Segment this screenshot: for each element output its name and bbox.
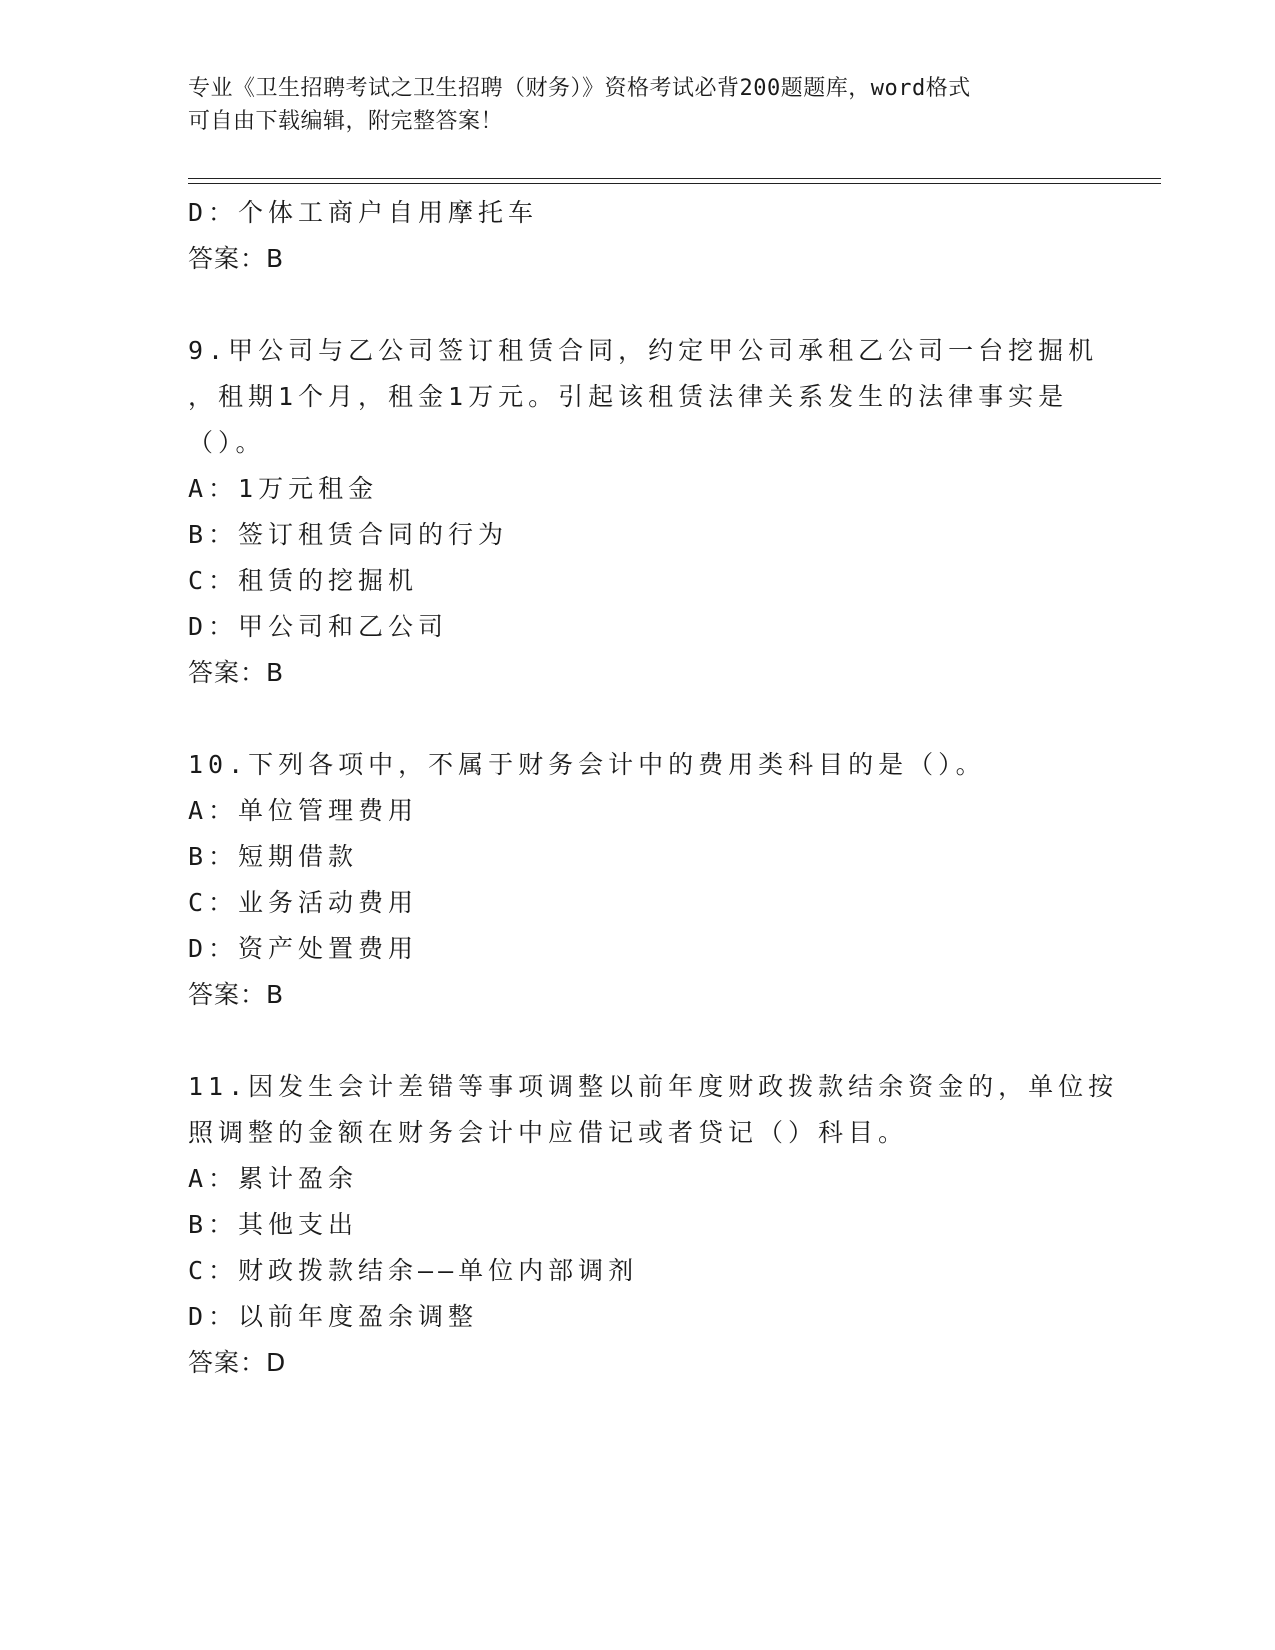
question-10-option-c: C：业务活动费用 bbox=[188, 888, 419, 917]
question-11-line-2: 照调整的金额在财务会计中应借记或者贷记（）科目。 bbox=[188, 1118, 909, 1147]
document-header bbox=[188, 72, 1088, 138]
document-body bbox=[188, 190, 1119, 1386]
question-9 bbox=[188, 328, 1099, 696]
question-9-option-b: B：签订租赁合同的行为 bbox=[188, 520, 509, 549]
question-8-option-d: D：个体工商户自用摩托车 bbox=[188, 198, 539, 227]
question-9-option-d: D：甲公司和乙公司 bbox=[188, 612, 449, 641]
question-10-option-b: B：短期借款 bbox=[188, 842, 359, 871]
question-9-line-3: （）。 bbox=[188, 428, 266, 457]
question-11-option-a: A：累计盈余 bbox=[188, 1164, 359, 1193]
question-11-option-d: D：以前年度盈余调整 bbox=[188, 1302, 479, 1331]
question-9-option-a: A：1万元租金 bbox=[188, 474, 379, 503]
spacer bbox=[188, 1018, 1088, 1064]
question-11-option-c: C：财政拨款结余——单位内部调剂 bbox=[188, 1256, 639, 1285]
question-10-line-1: 10.下列各项中，不属于财务会计中的费用类科目的是（）。 bbox=[188, 750, 986, 779]
question-9-text bbox=[188, 328, 1099, 466]
question-10-option-a: A：单位管理费用 bbox=[188, 796, 419, 825]
header-divider-bottom bbox=[188, 183, 1161, 184]
question-11-line-1: 11.因发生会计差错等事项调整以前年度财政拨款结余资金的，单位按 bbox=[188, 1072, 1119, 1101]
question-11 bbox=[188, 1064, 1119, 1386]
spacer bbox=[188, 282, 1088, 328]
question-9-option-c: C：租赁的挖掘机 bbox=[188, 566, 419, 595]
header-line-2: 可自由下载编辑，附完整答案！ bbox=[188, 109, 504, 134]
question-11-option-b: B：其他支出 bbox=[188, 1210, 359, 1239]
question-10 bbox=[188, 742, 1088, 1018]
question-11-answer: 答案：D bbox=[188, 1348, 287, 1377]
question-9-line-1: 9.甲公司与乙公司签订租赁合同，约定甲公司承租乙公司一台挖掘机 bbox=[188, 336, 1099, 365]
question-11-text bbox=[188, 1064, 1119, 1156]
question-9-line-2: ，租期1个月，租金1万元。引起该租赁法律关系发生的法律事实是 bbox=[188, 382, 1069, 411]
question-10-text bbox=[188, 742, 1088, 788]
question-9-answer: 答案：B bbox=[188, 658, 285, 687]
question-8-answer: 答案：B bbox=[188, 244, 285, 273]
spacer bbox=[188, 696, 1088, 742]
question-10-answer: 答案：B bbox=[188, 980, 285, 1009]
question-10-option-d: D：资产处置费用 bbox=[188, 934, 419, 963]
header-divider-top bbox=[188, 178, 1161, 179]
header-line-1: 专业《卫生招聘考试之卫生招聘（财务）》资格考试必背200题题库，word格式 bbox=[188, 76, 971, 101]
